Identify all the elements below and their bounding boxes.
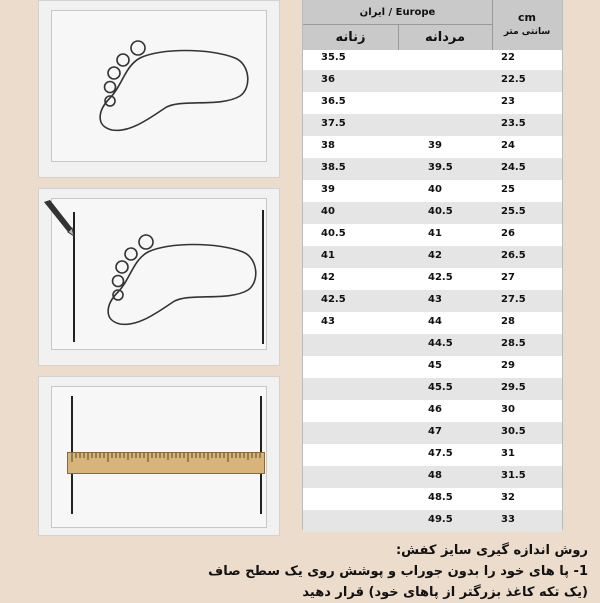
table-row (303, 466, 562, 488)
cm-size: 22.5 (501, 74, 526, 85)
women-size: 38 (321, 140, 335, 151)
table-row (303, 444, 562, 466)
cm-size: 31 (501, 448, 515, 459)
cm-size: 27 (501, 272, 515, 283)
men-size: 42.5 (428, 272, 453, 283)
pencil-icon (38, 198, 78, 238)
foot-outline-icon (70, 38, 250, 138)
women-size: 40 (321, 206, 335, 217)
table-row (303, 158, 562, 180)
men-size: 40.5 (428, 206, 453, 217)
women-size: 39 (321, 184, 335, 195)
instructions-title: روش اندازه گیری سایز کفش: (395, 543, 588, 558)
men-size: 44.5 (428, 338, 453, 349)
men-size: 46 (428, 404, 442, 415)
men-header: مردانه (398, 24, 493, 50)
cm-header (492, 0, 562, 50)
men-size: 49.5 (428, 514, 453, 525)
step1-panel (38, 0, 280, 178)
table-row (303, 92, 562, 114)
cm-size: 24.5 (501, 162, 526, 173)
cm-size: 32 (501, 492, 515, 503)
men-size: 43 (428, 294, 442, 305)
cm-size: 30 (501, 404, 515, 415)
measurement-instructions (8, 540, 588, 603)
cm-size: 26.5 (501, 250, 526, 261)
women-size: 38.5 (321, 162, 346, 173)
men-size: 45 (428, 360, 442, 371)
ruler-ticks (68, 453, 266, 475)
cm-size: 25 (501, 184, 515, 195)
table-row (303, 378, 562, 400)
table-row (303, 136, 562, 158)
cm-size: 28.5 (501, 338, 526, 349)
men-size: 48.5 (428, 492, 453, 503)
cm-size: 23.5 (501, 118, 526, 129)
cm-sub-label: سانتی متر (503, 27, 551, 37)
ruler-measure-icon (67, 452, 265, 474)
cm-size: 30.5 (501, 426, 526, 437)
men-size: 41 (428, 228, 442, 239)
table-row (303, 334, 562, 356)
cm-size: 24 (501, 140, 515, 151)
table-row (303, 510, 562, 532)
right-mark-line (262, 210, 264, 344)
table-row (303, 48, 562, 70)
cm-size: 25.5 (501, 206, 526, 217)
cm-size: 29.5 (501, 382, 526, 393)
table-row (303, 312, 562, 334)
table-row (303, 488, 562, 510)
women-size: 40.5 (321, 228, 346, 239)
men-size: 47 (428, 426, 442, 437)
size-chart-table (302, 0, 563, 530)
women-size: 35.5 (321, 52, 346, 63)
men-size: 39 (428, 140, 442, 151)
cm-size: 28 (501, 316, 515, 327)
table-header (303, 0, 562, 50)
women-size: 36.5 (321, 96, 346, 107)
table-row (303, 246, 562, 268)
men-size: 47.5 (428, 448, 453, 459)
cm-size: 26 (501, 228, 515, 239)
table-row (303, 422, 562, 444)
instructions-line-2: (یک تکه کاغذ بزرگتر از پاهای خود) قرار دهید (302, 585, 588, 600)
cm-label: cm (518, 11, 536, 24)
women-size: 42.5 (321, 294, 346, 305)
foot-with-pencil-lines-icon (78, 232, 258, 332)
table-row (303, 290, 562, 312)
europe-header: ایران / Europe (303, 0, 493, 25)
men-size: 40 (428, 184, 442, 195)
table-row (303, 268, 562, 290)
cm-size: 33 (501, 514, 515, 525)
women-size: 43 (321, 316, 335, 327)
women-header: زنانه (303, 24, 399, 50)
cm-size: 29 (501, 360, 515, 371)
table-row (303, 70, 562, 92)
instructions-line-1: 1- پا های خود را بدون جوراب و پوشش روی یک سطح صاف (208, 564, 588, 579)
cm-size: 31.5 (501, 470, 526, 481)
men-size: 44 (428, 316, 442, 327)
women-size: 42 (321, 272, 335, 283)
women-size: 36 (321, 74, 335, 85)
table-row (303, 202, 562, 224)
table-row (303, 180, 562, 202)
table-row (303, 224, 562, 246)
cm-size: 27.5 (501, 294, 526, 305)
men-size: 45.5 (428, 382, 453, 393)
women-size: 41 (321, 250, 335, 261)
men-size: 39.5 (428, 162, 453, 173)
table-row (303, 356, 562, 378)
cm-size: 23 (501, 96, 515, 107)
table-row (303, 400, 562, 422)
table-row (303, 114, 562, 136)
men-size: 48 (428, 470, 442, 481)
women-size: 37.5 (321, 118, 346, 129)
men-size: 42 (428, 250, 442, 261)
cm-size: 22 (501, 52, 515, 63)
